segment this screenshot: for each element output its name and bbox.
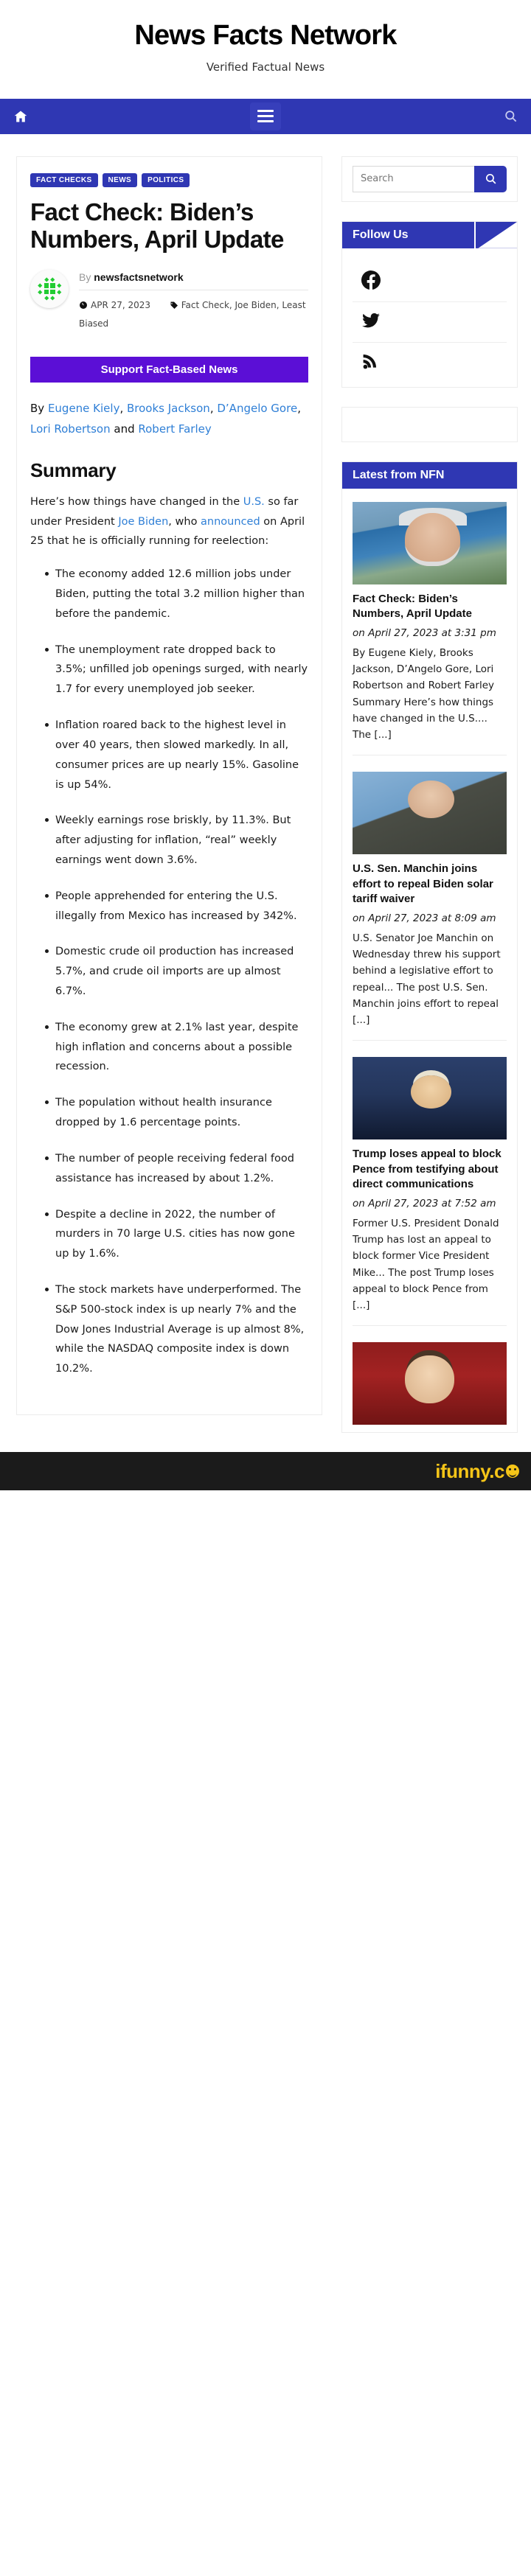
smiley-icon [506, 1465, 519, 1478]
empty-widget [341, 407, 518, 442]
intro-part-4: on April 25 that he is officially running for reelection: [30, 515, 305, 548]
avatar [30, 270, 69, 308]
tag-row [30, 173, 308, 187]
byline-author-line [79, 271, 308, 283]
joe-biden-photo [353, 502, 507, 584]
authors-prefix: By [30, 402, 48, 416]
main-navbar [0, 99, 531, 134]
content-layout [0, 134, 531, 1453]
author-sep-1: , [119, 402, 127, 416]
social-link-facebook[interactable] [353, 262, 507, 302]
post-title[interactable]: Trump loses appeal to block Pence from testifying about direct communications [353, 1148, 502, 1190]
latest-from-nfn-label: Latest from NFN [353, 468, 445, 481]
mike-pence-photo [353, 1057, 507, 1139]
page-title: Fact Check: Biden’s Numbers, April Update [30, 198, 284, 253]
follow-us-label: Follow Us [353, 228, 409, 241]
list-item: The number of people receiving federal food assistance has increased by about 1.2%. [45, 1149, 308, 1189]
author-sep-2: , [209, 402, 218, 416]
sidebar [336, 156, 531, 1453]
list-item: The stock markets have underperformed. The S&P 500-stock index is up nearly 7% and the Dow Jones Industrial Average is up almost 8%, while the NASDAQ composite index is down 10.2%. [45, 1280, 308, 1379]
tag-fact-checks[interactable]: FACT CHECKS [30, 173, 98, 187]
byline-body [79, 270, 308, 332]
list-item[interactable] [342, 1044, 517, 1326]
list-item: Domestic crude oil production has increased 5.7%, and crude oil imports are up almost 6.7%. [45, 942, 308, 1001]
tag-news[interactable]: NEWS [103, 173, 138, 187]
search-input[interactable] [353, 166, 474, 192]
post-excerpt: Former U.S. President Donald Trump has lost an appeal to block former Vice President Mike... The post Trump loses appeal to block Pence from [...] [353, 1217, 499, 1312]
post-date: on April 27, 2023 at 3:31 pm [353, 627, 496, 640]
ifunny-text: ifunny.c [435, 1459, 504, 1482]
intro-part-3: , who [168, 515, 201, 528]
author-link-brooks-jackson[interactable]: Brooks Jackson [127, 402, 210, 416]
link-us[interactable]: U.S. [243, 495, 265, 508]
list-item: Inflation roared back to the highest level in over 40 years, then slowed markedly. In all, consumer prices are up nearly 15%. Gasoline is up 54%. [45, 716, 308, 795]
post-title[interactable]: U.S. Sen. Manchin joins effort to repeal Biden solar tariff waiver [353, 862, 493, 905]
facebook-icon [361, 270, 381, 290]
main-column [0, 156, 336, 1415]
search-icon[interactable] [500, 106, 521, 127]
post-excerpt: By Eugene Kiely, Brooks Jackson, D’Angelo Gore, Lori Robertson and Robert Farley Summary Here’s how things have changed in the U.S.... The [...] [353, 646, 495, 741]
link-announced[interactable]: announced [201, 515, 260, 528]
author-sep-3: , [297, 402, 301, 416]
byline-prefix: By [79, 270, 91, 283]
tucker-carlson-photo [353, 1342, 507, 1425]
list-item: People apprehended for entering the U.S. illegally from Mexico has increased by 342%. [45, 887, 308, 926]
list-item: The unemployment rate dropped back to 3.5%; unfilled job openings surged, with nearly 1.7 for every unemployed job seeker. [45, 640, 308, 699]
list-item[interactable] [342, 489, 517, 756]
twitter-icon [361, 311, 381, 330]
hamburger-menu-icon[interactable] [250, 102, 281, 130]
site-title: News Facts Network [134, 20, 397, 51]
list-item: The population without health insurance dropped by 1.6 percentage points. [45, 1093, 308, 1133]
search-submit-button[interactable] [474, 166, 507, 192]
tag-icon [170, 299, 178, 315]
post-date: on April 27, 2023 at 8:09 am [353, 912, 496, 925]
post-title[interactable]: Fact Check: Biden’s Numbers, April Update [353, 592, 472, 621]
site-tagline: Verified Factual News [206, 60, 325, 74]
tag-politics[interactable]: POLITICS [142, 173, 190, 187]
ifunny-watermark [435, 1460, 519, 1483]
author-link-lori-robertson[interactable]: Lori Robertson [30, 422, 111, 436]
byline-author-name[interactable]: newsfactsnetwork [94, 270, 184, 283]
rss-icon [361, 352, 381, 371]
article-card [16, 156, 322, 1415]
footer-watermark-bar [0, 1452, 531, 1490]
latest-from-nfn-heading [342, 462, 517, 489]
site-header [0, 0, 531, 99]
follow-us-widget [341, 221, 518, 388]
list-item: The economy added 12.6 million jobs under Biden, putting the total 3.2 million higher than before the pandemic. [45, 565, 308, 624]
author-sep-4: and [110, 422, 139, 436]
clock-icon [79, 299, 88, 315]
list-item[interactable] [342, 1329, 517, 1425]
summary-bullet-list [30, 565, 308, 1379]
intro-part-1: Here’s how things have changed in the [30, 495, 243, 508]
summary-heading: Summary [30, 458, 117, 481]
social-list [342, 248, 517, 387]
list-item: The economy grew at 2.1% last year, despite high inflation and concerns about a possible recession. [45, 1018, 308, 1077]
author-link-robert-farley[interactable]: Robert Farley [138, 422, 212, 436]
author-link-dangelo-gore[interactable]: D’Angelo Gore [217, 402, 298, 416]
follow-us-heading [342, 222, 517, 248]
link-joe-biden[interactable]: Joe Biden [118, 515, 169, 528]
post-divider [353, 1325, 507, 1326]
social-link-rss[interactable] [353, 343, 507, 383]
author-link-eugene-kiely[interactable]: Eugene Kiely [47, 402, 120, 416]
list-item: Despite a decline in 2022, the number of murders in 70 large U.S. cities has now gone up by 1.6%. [45, 1205, 308, 1264]
post-date: on April 27, 2023 at 7:52 am [353, 1198, 496, 1210]
list-item[interactable] [342, 758, 517, 1041]
intro-part-2: so far under President [30, 495, 299, 528]
support-fact-based-news-banner[interactable]: Support Fact-Based News [30, 357, 308, 383]
summary-intro [30, 492, 308, 551]
list-item: Weekly earnings rose briskly, by 11.3%. But after adjusting for inflation, “real” weekly earnings went down 3.6%. [45, 811, 308, 870]
social-link-twitter[interactable] [353, 302, 507, 343]
search-widget [341, 156, 518, 202]
joe-manchin-photo [353, 772, 507, 854]
home-icon[interactable] [10, 106, 31, 127]
byline-meta [79, 297, 308, 332]
latest-from-nfn-widget [341, 461, 518, 1434]
article-tag-list[interactable]: Fact Check, Joe Biden, Least Biased [79, 299, 306, 329]
article-date: APR 27, 2023 [91, 299, 151, 310]
authors-line [30, 399, 308, 440]
post-divider [353, 1040, 507, 1041]
post-excerpt: U.S. Senator Joe Manchin on Wednesday threw his support behind a legislative effort to repeal... The post U.S. Sen. Manchin joins effort to repeal [...] [353, 932, 501, 1027]
byline [30, 270, 308, 332]
